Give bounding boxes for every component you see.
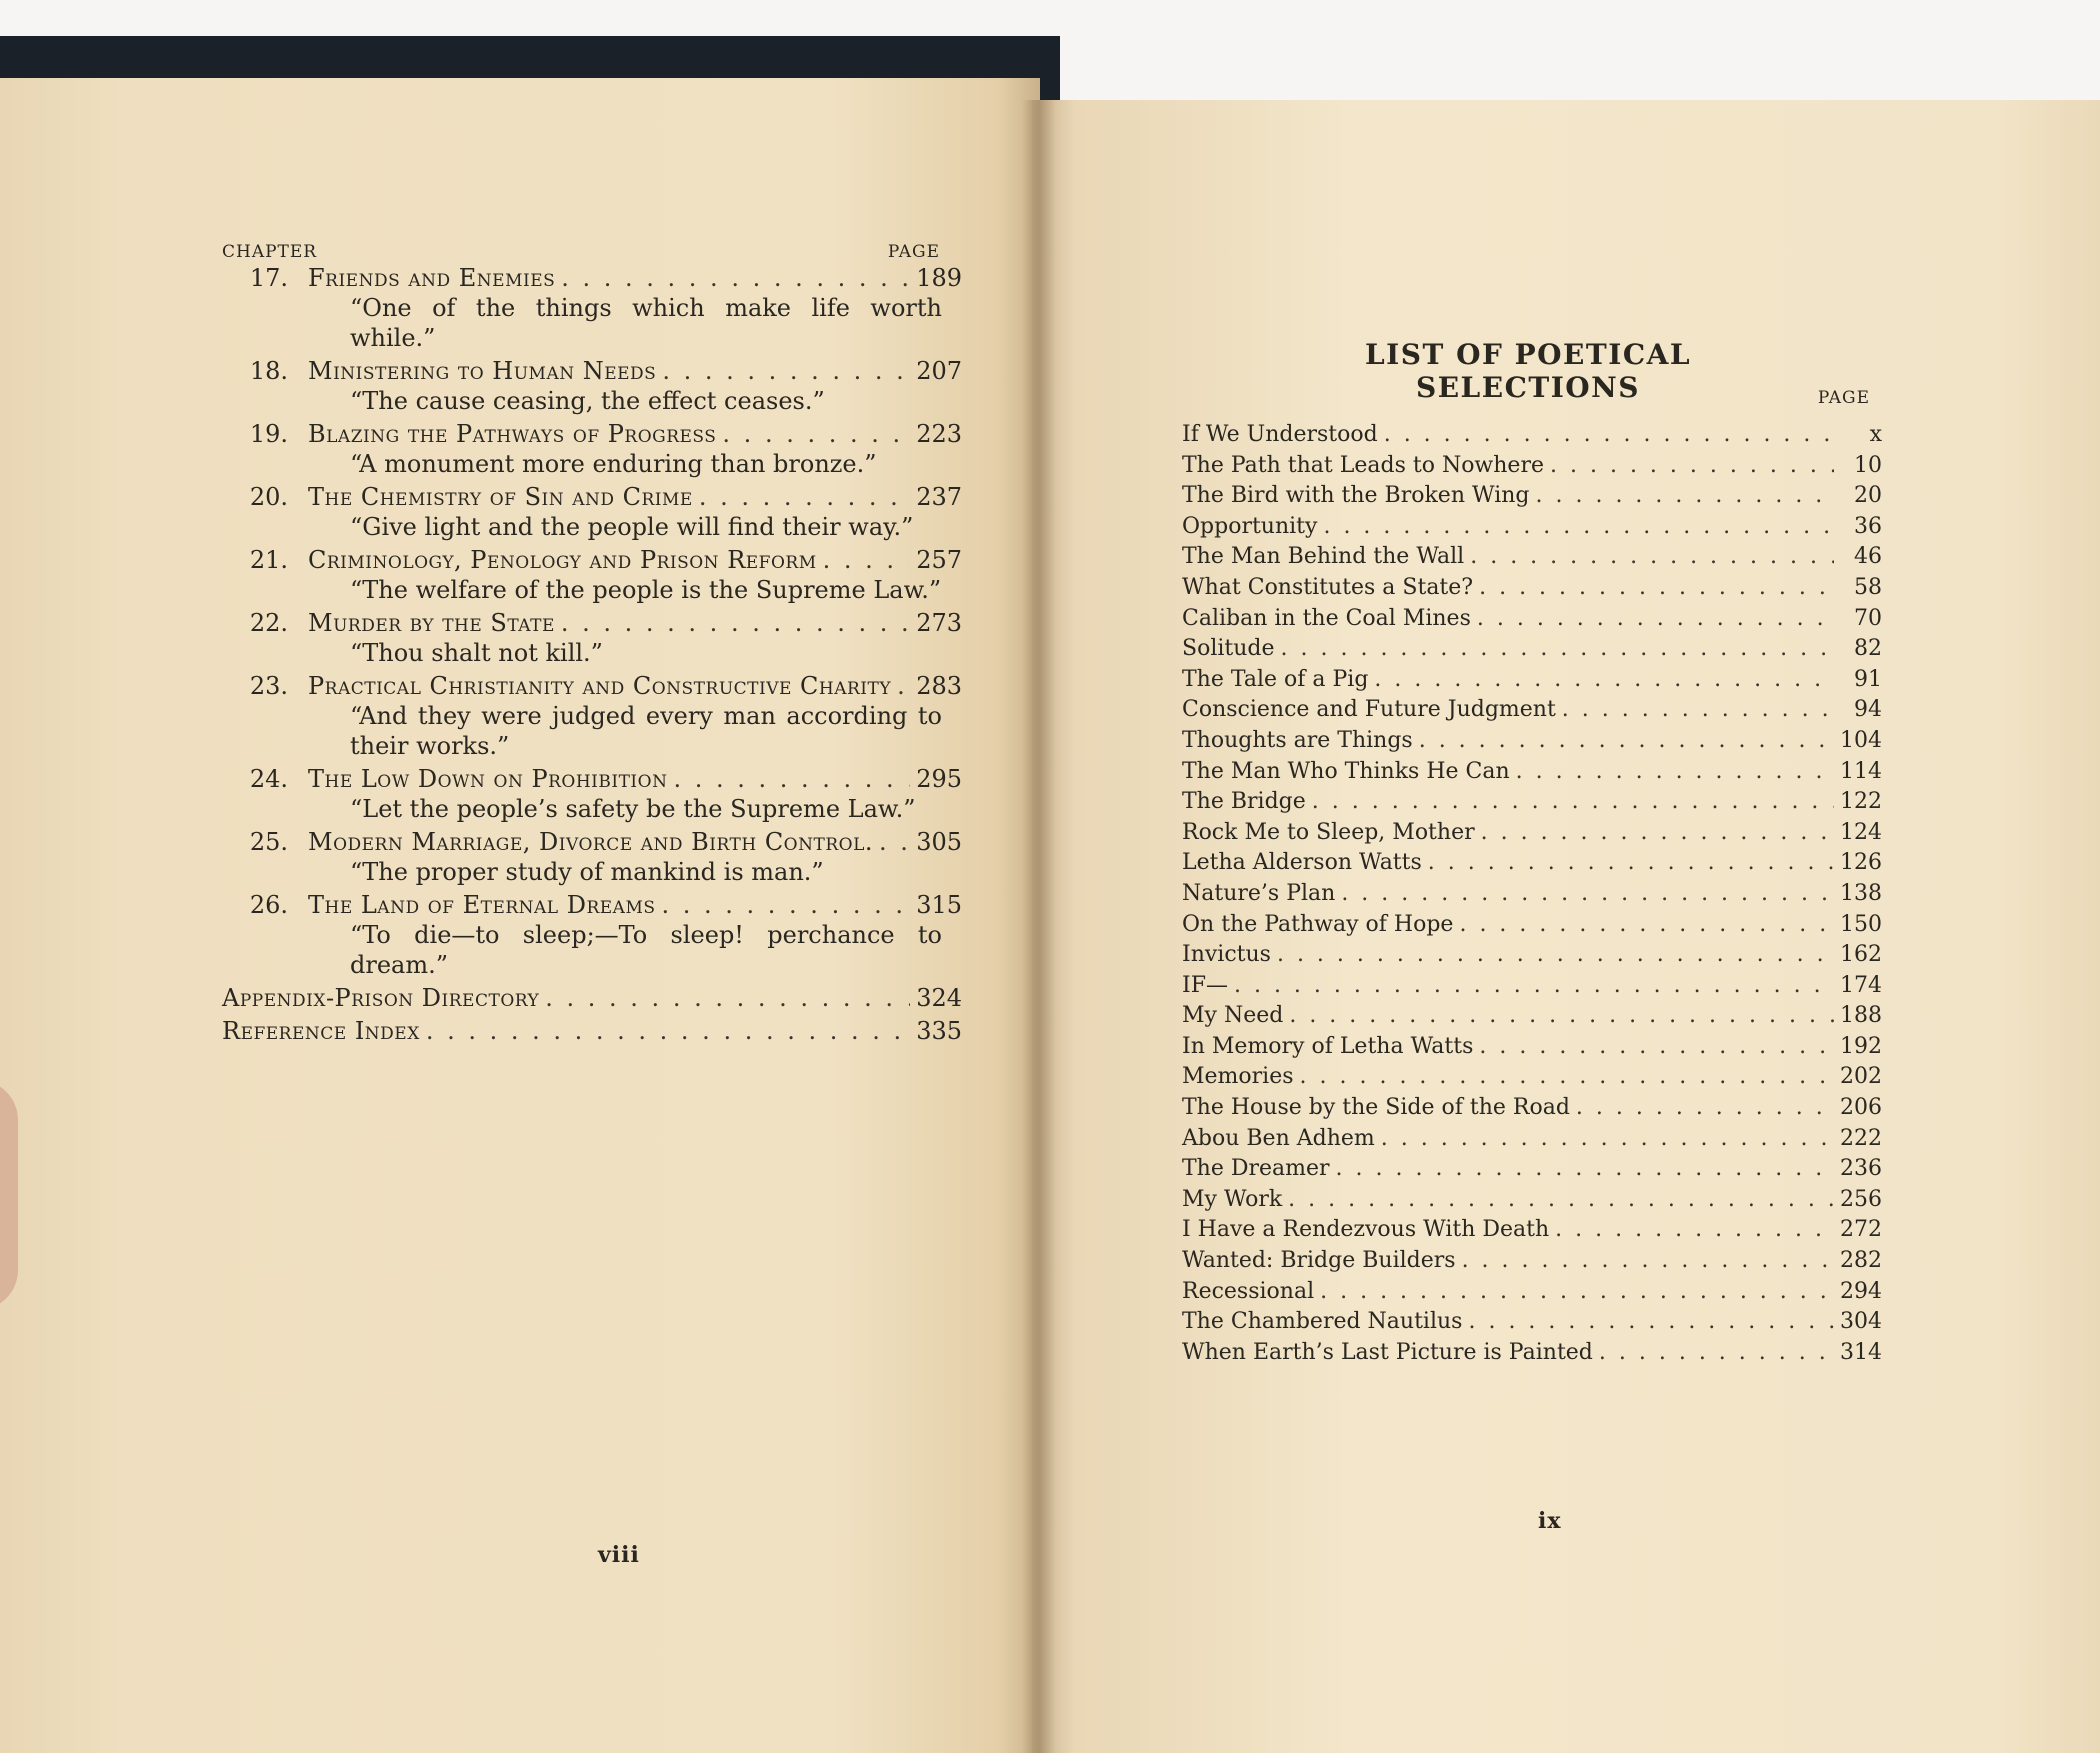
poem-page: 58 <box>1854 574 1882 600</box>
poem-page: 222 <box>1840 1125 1882 1151</box>
poem-entry <box>1182 1154 1882 1185</box>
poem-title: Thoughts are Things <box>1182 727 1413 753</box>
chapter-number: 21. <box>249 546 288 574</box>
dot-leader <box>1479 573 1834 604</box>
dot-leader <box>1288 1185 1834 1216</box>
poem-page: 174 <box>1840 972 1882 998</box>
chapter-title: The Chemistry of Sin and Crime <box>308 483 693 511</box>
dot-leader <box>1336 1154 1834 1185</box>
poem-title: What Constitutes a State? <box>1182 574 1474 600</box>
poem-title: On the Pathway of Hope <box>1182 911 1454 937</box>
dot-leader <box>1419 726 1834 757</box>
appendix-entry <box>222 983 962 1013</box>
toc-entry <box>222 419 962 449</box>
chapter-number: 19. <box>249 420 288 448</box>
poem-entry <box>1182 1032 1882 1063</box>
poem-title: Invictus <box>1182 942 1271 968</box>
poem-page: 272 <box>1840 1217 1882 1243</box>
dot-leader <box>545 983 910 1013</box>
table-of-contents <box>222 260 962 1046</box>
poem-page: 10 <box>1854 452 1882 478</box>
toc-entry <box>222 671 962 701</box>
chapter-epigraph: “To die—to sleep;—To sleep! perchance to dream.” <box>350 921 942 979</box>
poem-entry <box>1182 665 1882 696</box>
poem-list <box>1182 420 1882 1368</box>
dot-leader <box>1550 451 1834 482</box>
poem-title: Rock Me to Sleep, Mother <box>1182 819 1475 845</box>
chapter-page: 189 <box>916 264 962 292</box>
dot-leader <box>1477 604 1834 635</box>
poem-page: 20 <box>1854 483 1882 509</box>
dot-leader <box>1562 695 1834 726</box>
dot-leader <box>1289 1001 1834 1032</box>
chapter-epigraph: “The proper study of mankind is man.” <box>350 858 824 886</box>
chapter-epigraph: “A monument more enduring than bronze.” <box>350 450 877 478</box>
poem-entry <box>1182 1185 1882 1216</box>
chapter-page: 237 <box>916 483 962 511</box>
dot-leader <box>1320 1277 1834 1308</box>
poem-entry <box>1182 1307 1882 1338</box>
poem-page: 294 <box>1840 1278 1882 1304</box>
poem-entry <box>1182 787 1882 818</box>
poem-entry <box>1182 1338 1882 1369</box>
chapter-page: 207 <box>916 357 962 385</box>
chapter-epigraph: “Thou shalt not kill.” <box>350 639 603 667</box>
poem-entry <box>1182 1215 1882 1246</box>
poem-title: In Memory of Letha Watts <box>1182 1033 1474 1059</box>
poem-page: 94 <box>1854 697 1882 723</box>
poem-entry <box>1182 1001 1882 1032</box>
chapter-number: 20. <box>249 483 288 511</box>
poem-page: 114 <box>1840 758 1882 784</box>
poem-title: The Path that Leads to Nowhere <box>1182 452 1544 478</box>
poem-title: My Need <box>1182 1003 1284 1029</box>
appendix-page: 335 <box>916 1017 962 1045</box>
dot-leader <box>699 482 910 512</box>
poem-entry <box>1182 512 1882 543</box>
chapter-title: Practical Christianity and Constructive Charity <box>308 672 892 700</box>
dot-leader <box>897 671 910 701</box>
chapter-page: 295 <box>916 765 962 793</box>
dot-leader <box>1479 1032 1834 1063</box>
chapter-title: Blazing the Pathways of Progress <box>308 420 717 448</box>
poem-title: The House by the Side of the Road <box>1182 1095 1570 1121</box>
dot-leader <box>879 827 910 857</box>
dot-leader <box>1323 512 1834 543</box>
chapter-title: Friends and Enemies <box>308 264 556 292</box>
poem-page: 104 <box>1840 727 1882 753</box>
poem-page: 46 <box>1854 544 1882 570</box>
dot-leader <box>823 545 910 575</box>
poem-entry <box>1182 634 1882 665</box>
dot-leader <box>1468 1307 1834 1338</box>
poem-page: 188 <box>1840 1003 1882 1029</box>
poem-page: 82 <box>1854 636 1882 662</box>
dot-leader <box>1576 1093 1834 1124</box>
chapter-number: 22. <box>249 609 288 637</box>
dot-leader <box>1555 1215 1834 1246</box>
poem-entry <box>1182 420 1882 451</box>
dot-leader <box>1341 879 1834 910</box>
dot-leader <box>1384 420 1834 451</box>
poem-page: 122 <box>1840 789 1882 815</box>
dot-leader <box>1459 910 1834 941</box>
poem-entry <box>1182 940 1882 971</box>
chapter-page: 223 <box>916 420 962 448</box>
poem-page: 192 <box>1840 1033 1882 1059</box>
poem-page: 236 <box>1840 1156 1882 1182</box>
poem-entry <box>1182 1277 1882 1308</box>
chapter-epigraph: “One of the things which make life worth while.” <box>350 294 942 352</box>
toc-entry <box>222 890 962 920</box>
poem-entry <box>1182 1062 1882 1093</box>
chapter-page: 273 <box>916 609 962 637</box>
poem-title: If We Understood <box>1182 422 1378 447</box>
dot-leader <box>1470 542 1834 573</box>
toc-entry <box>222 608 962 638</box>
poem-title: Letha Alderson Watts <box>1182 850 1422 876</box>
dot-leader <box>673 764 910 794</box>
chapter-epigraph: “Give light and the people will find their way.” <box>350 513 914 541</box>
poem-entry <box>1182 695 1882 726</box>
poem-entry <box>1182 1246 1882 1277</box>
poem-title: Abou Ben Adhem <box>1182 1125 1375 1151</box>
page-header-left: PAGE <box>887 242 940 262</box>
dot-leader <box>1428 848 1834 879</box>
dot-leader <box>662 356 910 386</box>
poem-entry <box>1182 542 1882 573</box>
page-title: LIST OF POETICAL SELECTIONS <box>1364 338 1692 404</box>
dot-leader <box>1374 665 1834 696</box>
poem-title: Nature’s Plan <box>1182 880 1336 906</box>
folio-left: viii <box>598 1542 640 1568</box>
chapter-number: 23. <box>249 672 288 700</box>
dot-leader <box>662 890 911 920</box>
poem-page: 36 <box>1854 513 1882 539</box>
chapter-number: 24. <box>249 765 288 793</box>
poem-entry <box>1182 1124 1882 1155</box>
poem-title: My Work <box>1182 1186 1283 1212</box>
poem-entry <box>1182 910 1882 941</box>
dot-leader <box>1599 1338 1834 1369</box>
chapter-page: 257 <box>916 546 962 574</box>
poem-entry <box>1182 726 1882 757</box>
chapter-title: Modern Marriage, Divorce and Birth Control. <box>308 828 873 856</box>
chapter-page: 283 <box>916 672 962 700</box>
chapter-page: 315 <box>916 891 962 919</box>
dot-leader <box>722 419 910 449</box>
dot-leader <box>1312 787 1834 818</box>
dot-leader <box>1381 1124 1834 1155</box>
poem-page: 282 <box>1840 1248 1882 1274</box>
appendix-title: Reference Index <box>222 1017 420 1045</box>
poem-page: x <box>1869 422 1882 447</box>
chapter-number: 26. <box>249 891 288 919</box>
poem-title: The Dreamer <box>1182 1156 1330 1182</box>
poem-entry <box>1182 757 1882 788</box>
chapter-title: The Low Down on Prohibition <box>308 765 668 793</box>
dot-leader <box>1234 971 1834 1002</box>
folio-right: ix <box>1538 1508 1562 1534</box>
poem-title: The Man Who Thinks He Can <box>1182 758 1510 784</box>
toc-entry <box>222 545 962 575</box>
dot-leader <box>561 608 910 638</box>
poem-title: Recessional <box>1182 1278 1315 1304</box>
appendix-page: 324 <box>916 984 962 1012</box>
dot-leader <box>1516 757 1834 788</box>
poem-title: The Man Behind the Wall <box>1182 544 1465 570</box>
chapter-number: 25. <box>249 828 288 856</box>
poem-entry <box>1182 451 1882 482</box>
chapter-epigraph: “The cause ceasing, the effect ceases.” <box>350 387 825 415</box>
poem-page: 70 <box>1854 605 1882 631</box>
poem-title: I Have a Rendezvous With Death <box>1182 1217 1550 1243</box>
poem-entry <box>1182 481 1882 512</box>
poem-page: 126 <box>1840 850 1882 876</box>
poem-title: Memories <box>1182 1064 1294 1090</box>
chapter-epigraph: “Let the people’s safety be the Supreme Law.” <box>350 795 916 823</box>
chapter-title: Criminology, Penology and Prison Reform <box>308 546 817 574</box>
holding-thumb <box>0 1080 18 1310</box>
dot-leader <box>426 1016 910 1046</box>
appendix-title: Appendix-Prison Directory <box>222 984 540 1012</box>
poem-title: The Bird with the Broken Wing <box>1182 483 1530 509</box>
poem-entry <box>1182 573 1882 604</box>
dot-leader <box>1481 818 1834 849</box>
toc-entry <box>222 482 962 512</box>
poem-title: Caliban in the Coal Mines <box>1182 605 1471 631</box>
poem-entry <box>1182 818 1882 849</box>
poem-entry <box>1182 848 1882 879</box>
poem-page: 162 <box>1840 942 1882 968</box>
poem-entry <box>1182 879 1882 910</box>
chapter-header: CHAPTER <box>222 242 318 262</box>
poem-title: Opportunity <box>1182 513 1318 539</box>
poem-page: 314 <box>1840 1339 1882 1365</box>
poem-title: The Chambered Nautilus <box>1182 1309 1463 1335</box>
poem-title: When Earth’s Last Picture is Painted <box>1182 1339 1593 1365</box>
poem-page: 124 <box>1840 819 1882 845</box>
dot-leader <box>561 263 910 293</box>
poem-page: 256 <box>1840 1186 1882 1212</box>
chapter-number: 17. <box>249 264 288 292</box>
toc-column-headers <box>222 242 940 262</box>
dot-leader <box>1300 1062 1834 1093</box>
poem-page: 206 <box>1840 1095 1882 1121</box>
chapter-epigraph: “And they were judged every man according to their works.” <box>350 702 942 760</box>
poem-title: The Bridge <box>1182 789 1306 815</box>
appendix-entry <box>222 1016 962 1046</box>
poem-entry <box>1182 1093 1882 1124</box>
dot-leader <box>1277 940 1834 971</box>
poem-page: 304 <box>1840 1309 1882 1335</box>
page-header-right: PAGE <box>1817 388 1870 408</box>
toc-entry <box>222 827 962 857</box>
toc-entry <box>222 356 962 386</box>
poem-page: 150 <box>1840 911 1882 937</box>
poem-title: Wanted: Bridge Builders <box>1182 1248 1456 1274</box>
chapter-number: 18. <box>249 357 288 385</box>
poem-title: Solitude <box>1182 636 1275 662</box>
poem-page: 91 <box>1854 666 1882 692</box>
poem-title: The Tale of a Pig <box>1182 666 1369 692</box>
dot-leader <box>1281 634 1834 665</box>
chapter-epigraph: “The welfare of the people is the Supreme Law.” <box>350 576 942 604</box>
dot-leader <box>1536 481 1835 512</box>
chapter-title: Ministering to Human Needs <box>308 357 657 385</box>
poem-page: 202 <box>1840 1064 1882 1090</box>
poem-title: Conscience and Future Judgment <box>1182 697 1556 723</box>
dot-leader <box>1462 1246 1834 1277</box>
poem-entry <box>1182 604 1882 635</box>
chapter-title: The Land of Eternal Dreams <box>308 891 656 919</box>
poem-page: 138 <box>1840 880 1882 906</box>
toc-entry <box>222 263 962 293</box>
chapter-title: Murder by the State <box>308 609 555 637</box>
poem-title: IF— <box>1182 972 1228 998</box>
chapter-page: 305 <box>916 828 962 856</box>
toc-entry <box>222 764 962 794</box>
book-gutter <box>1022 100 1056 1753</box>
poem-entry <box>1182 971 1882 1002</box>
